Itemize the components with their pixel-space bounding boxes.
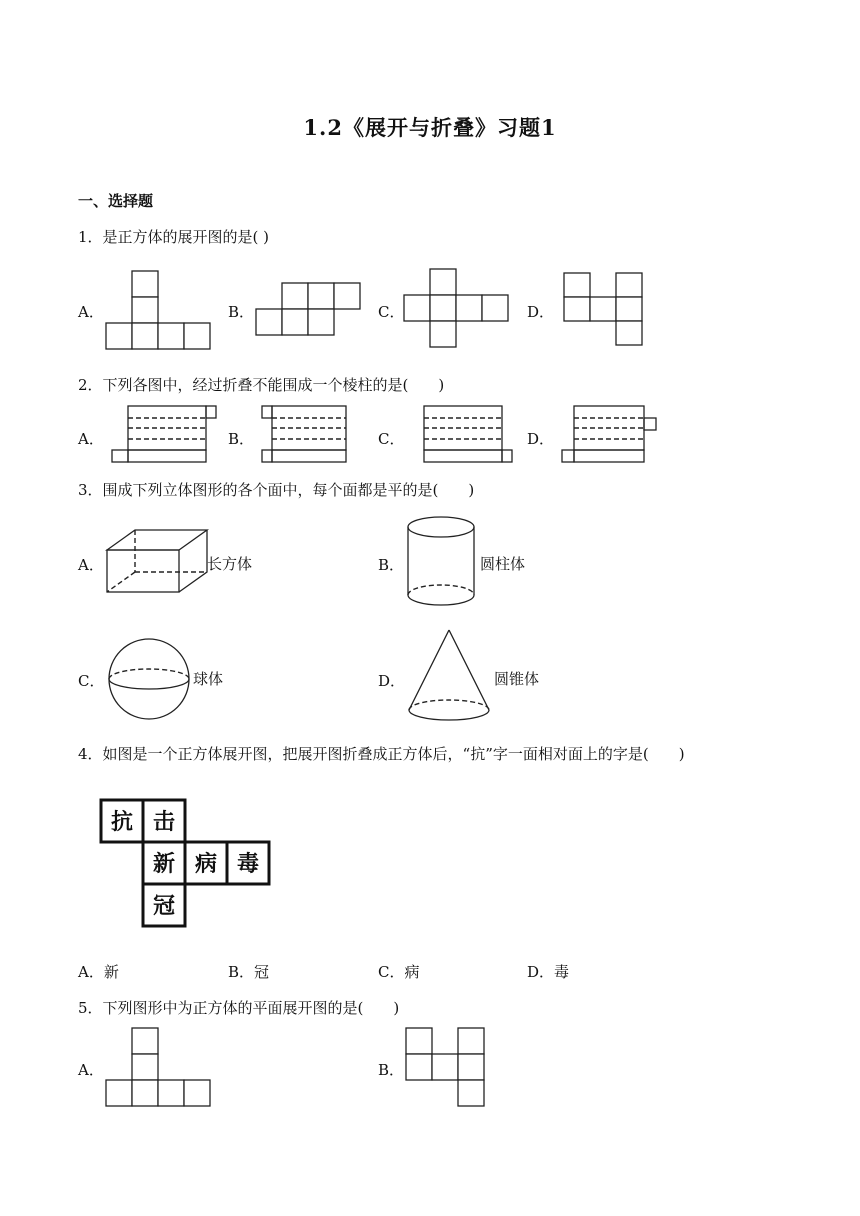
- q3-option-d-name: 圆锥体: [494, 670, 540, 688]
- q2-net-a-diagram: [110, 404, 220, 466]
- q1-option-b-label: B．: [228, 303, 255, 321]
- q2-net-b-diagram: [260, 404, 360, 466]
- net-cell-kang: 抗: [110, 810, 134, 835]
- q3-option-b-name: 圆柱体: [480, 555, 526, 573]
- question-4-stem: 4．如图是一个正方体展开图，把展开图折叠成正方体后，“抗”字一面相对面上的字是( ): [78, 745, 685, 763]
- q2-option-a-label: A．: [78, 430, 104, 448]
- cylinder-icon: [405, 515, 477, 609]
- q4-option-b: B．冠: [228, 963, 270, 981]
- net-cell-guan: 冠: [152, 894, 176, 919]
- net-cell-bing: 病: [194, 852, 218, 877]
- q4-option-a: A．新: [78, 963, 119, 981]
- q2-net-d-diagram: [560, 404, 670, 466]
- q4-option-d: D．毒: [527, 963, 570, 981]
- q3-option-a-name: 长方体: [207, 555, 253, 573]
- q1-option-d-label: D．: [527, 303, 555, 321]
- net-cell-du: 毒: [236, 852, 260, 877]
- q1-option-a-label: A．: [78, 303, 104, 321]
- q1-net-c-diagram: [403, 268, 513, 352]
- page-title: 1.2《展开与折叠》习题1: [303, 115, 557, 140]
- q1-net-b-diagram: [255, 282, 365, 340]
- q5-option-b-label: B．: [378, 1061, 405, 1079]
- q1-net-d-diagram: [563, 272, 645, 350]
- q2-net-c-diagram: [410, 404, 520, 466]
- q5-option-a-label: A．: [78, 1061, 104, 1079]
- q4-option-c: C．病: [378, 963, 420, 981]
- q3-option-b-label: B．: [378, 556, 405, 574]
- question-3-stem: 3．围成下列立体图形的各个面中，每个面都是平的是( ): [78, 481, 475, 499]
- q1-option-c-label: C．: [378, 303, 405, 321]
- q2-option-b-label: B．: [228, 430, 255, 448]
- character-cube-net: [98, 797, 278, 931]
- net-cell-xin: 新: [152, 852, 176, 877]
- cuboid-icon: [105, 528, 209, 596]
- q1-net-a-diagram: [105, 270, 215, 352]
- question-2-stem: 2．下列各图中，经过折叠不能围成一个棱柱的是( ): [78, 376, 445, 394]
- cone-icon: [406, 628, 492, 726]
- q2-option-d-label: D．: [527, 430, 555, 448]
- sphere-icon: [106, 637, 192, 721]
- section-heading: 一、选择题: [78, 192, 154, 210]
- q3-option-c-label: C．: [78, 672, 105, 690]
- q2-option-c-label: C．: [378, 430, 405, 448]
- q3-option-a-label: A．: [78, 556, 104, 574]
- q3-option-d-label: D．: [378, 672, 406, 690]
- question-1-stem: 1．是正方体的展开图的是( ): [78, 228, 270, 246]
- q5-net-a-diagram: [105, 1027, 215, 1109]
- question-5-stem: 5．下列图形中为正方体的平面展开图的是( ): [78, 999, 400, 1017]
- net-cell-ji: 击: [152, 810, 176, 835]
- q3-option-c-name: 球体: [193, 670, 224, 688]
- q5-net-b-diagram: [405, 1027, 489, 1111]
